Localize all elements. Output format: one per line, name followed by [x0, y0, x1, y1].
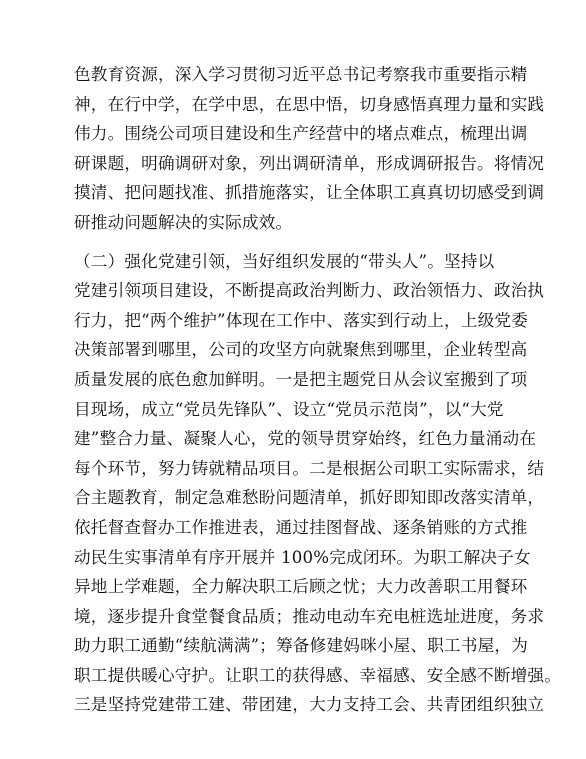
text-line: 摸清、把问题找准、抓措施落实，让全体职工真真切切感受到调 — [74, 183, 545, 203]
text-line: 三是坚持党建带工建、带团建，大力支持工会、共青团组织独立 — [74, 695, 545, 715]
paragraph-gap — [74, 238, 522, 247]
text-line: 神，在行中学，在学中思，在思中悟，切身感悟真理力量和实践 — [74, 94, 545, 114]
text-line: 研推动问题解决的实际成效。 — [74, 212, 293, 232]
text-line: 助力职工通勤“续航满满”；筹备修建妈咪小屋、职工书屋，为 — [74, 636, 529, 656]
text-line: 建”整合力量、凝聚人心，党的领导贯穿始终，红色力量涌动在 — [74, 429, 537, 449]
paragraph-1 — [74, 60, 545, 238]
text-line: 异地上学难题，全力解决职工后顾之忧；大力改善职工用餐环 — [74, 577, 528, 597]
paragraph-2 — [74, 247, 562, 721]
text-line: 质量发展的底色愈加鲜明。一是把主题党日从会议室搬到了项 — [74, 369, 528, 389]
text-line: （二）强化党建引领，当好组织发展的“带头人”。坚持以 — [74, 251, 495, 271]
text-line: 伟力。围绕公司项目建设和生产经营中的堵点难点，梳理出调 — [74, 124, 528, 144]
text-line: 党建引领项目建设，不断提高政治判断力、政治领悟力、政治执 — [74, 281, 545, 301]
text-line: 境，逐步提升食堂餐食品质；推动电动车充电桩选址进度，务求 — [74, 606, 545, 626]
text-line: 合主题教育，制定急难愁盼问题清单，抓好即知即改落实清单， — [74, 488, 545, 508]
text-line: 依托督查督办工作推进表，通过挂图督战、逐条销账的方式推 — [74, 517, 528, 537]
text-line: 决策部署到哪里，公司的攻坚方向就聚焦到哪里，企业转型高 — [74, 340, 528, 360]
text-line: 动民生实事清单有序开展并 100%完成闭环。为职工解决子女 — [74, 547, 531, 567]
text-line: 行力，把“两个维护”体现在工作中、落实到行动上，上级党委 — [74, 310, 529, 330]
text-line: 色教育资源，深入学习贯彻习近平总书记考察我市重要指示精 — [74, 65, 528, 84]
document-body — [74, 60, 562, 720]
text-line: 研课题，明确调研对象，列出调研清单，形成调研报告。将情况 — [74, 153, 545, 173]
text-line: 每个环节，努力铸就精品项目。二是根据公司职工实际需求，结 — [74, 458, 545, 478]
text-line: 目现场，成立“党员先锋队”、设立“党员示范岗”，以“大党 — [74, 399, 504, 419]
text-line: 职工提供暖心守护。让职工的获得感、幸福感、安全感不断增强。 — [74, 665, 562, 685]
